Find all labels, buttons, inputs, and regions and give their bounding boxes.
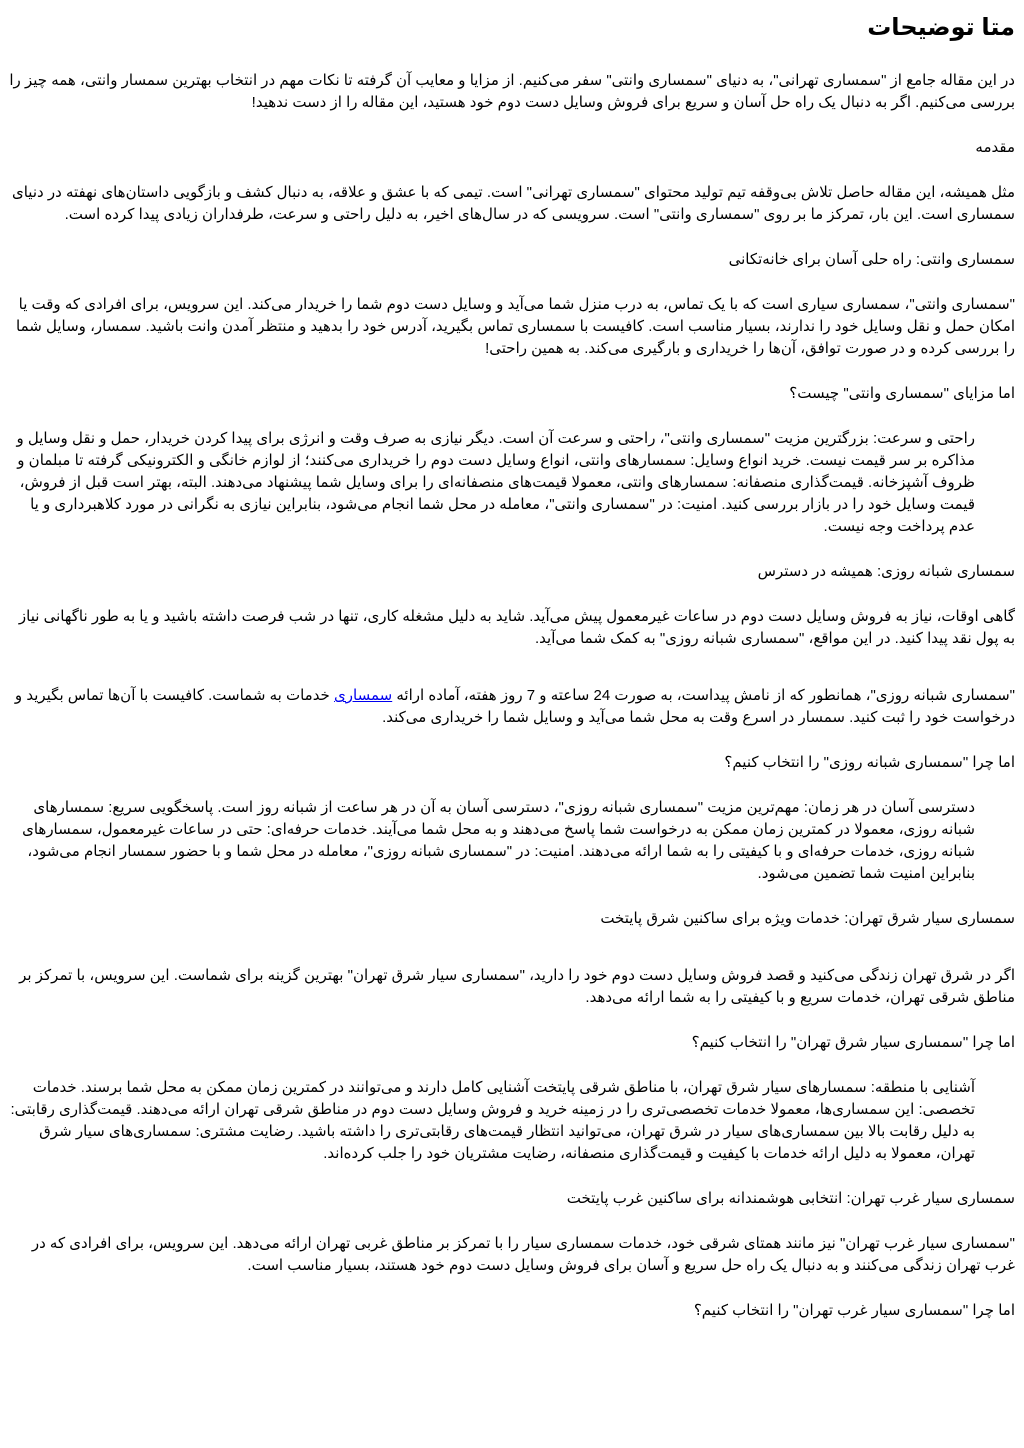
intro-paragraph: در این مقاله جامع از "سمساری تهرانی"، به دنیای "سمساری وانتی" سفر می‌کنیم. از مزایا و معایب آن گرفته تا نکات مهم در انتخاب بهترین سمسار وانتی، همه چیز را بررسی می‌کنیم. اگر به دنبال یک راه حل آسان و سریع برای فروش وسایل دست دوم خود هستید، این مقاله را از دست ندهید! [9, 72, 1015, 111]
intro-body: مثل همیشه، این مقاله حاصل تلاش بی‌وقفه تیم تولید محتوای "سمساری تهرانی" است. تیمی که با عشق و علاقه، به دنبال کشف و بازگویی داستان‌های نهفته در دنیای سمساری است. این بار، تمرکز ما بر روی "سمساری وانتی" است. سرویسی که در سال‌های اخیر، به دلیل راحتی و سرعت، طرفداران زیادی پیدا کرده است. [12, 184, 1015, 223]
section-question-east: اما چرا "سمساری سیار شرق تهران" را انتخاب کنیم؟ [691, 1034, 1015, 1051]
section-heading-east: سمساری سیار شرق تهران: خدمات ویژه برای ساکنین شرق پایتخت [600, 910, 1015, 927]
section-heading-24h: سمساری شبانه روزی: همیشه در دسترس [757, 563, 1015, 580]
section-quote-vanti: راحتی و سرعت: بزرگترین مزیت "سمساری وانتی"، راحتی و سرعت آن است. دیگر نیازی به صرف وقت و انرژی برای پیدا کردن خریدار، حمل و نقل وسایل و مذاکره بر سر قیمت نیست. خرید انواع وسایل: سمسارهای وانتی، انواع وسایل دست دوم را خریداری می‌کنند؛ از لوازم خانگی و الکترونیکی گرفته تا مبلمان و ظروف آشپزخانه. قیمت‌گذاری منصفانه: سمسارهای وانتی، معمولا قیمت‌های منصفانه‌ای را برای وسایل شما پیشنهاد می‌دهند. البته، بهتر است قبل از فروش، قیمت وسایل خود را در بازار بررسی کنید. امنیت: در "سمساری وانتی"، معامله در محل شما انجام می‌شود، بنابراین نیازی به نگرانی در مورد کلاهبرداری و یا عدم پرداخت وجه نیست. [16, 430, 975, 535]
body-text-pre: "سمساری شبانه روزی"، همانطور که از نامش پیداست، به صورت 24 ساعته و 7 روز هفته، آماده ارائه [392, 687, 1015, 704]
body-text-post: خدمات به شماست. کافیست با آن‌ها تماس بگیرید و درخواست خود را ثبت کنید. سمسار در اسرع وقت به محل شما می‌آید و وسایل شما را خریداری می‌کند. [14, 687, 1015, 726]
section-heading-vanti: سمساری وانتی: راه حلی آسان برای خانه‌تکانی [728, 251, 1015, 268]
section-question-vanti: اما مزایای "سمساری وانتی" چیست؟ [789, 385, 1015, 402]
section-body-east: اگر در شرق تهران زندگی می‌کنید و قصد فروش وسایل دست دوم خود را دارید، "سمساری سیار شرق تهران" بهترین گزینه برای شماست. این سرویس، با تمرکز بر مناطق شرقی تهران، خدمات سریع و با کیفیتی را به شما ارائه می‌دهد. [19, 967, 1015, 1006]
section-question-24h: اما چرا "سمساری شبانه روزی" را انتخاب کنیم؟ [724, 754, 1015, 771]
section-body-24h: گاهی اوقات، نیاز به فروش وسایل دست دوم در ساعات غیرمعمول پیش می‌آید. شاید به دلیل مشغله کاری، تنها در شب فرصت داشته باشید و یا به طور ناگهانی نیاز به پول نقد پیدا کنید. در این مواقع، "سمساری شبانه روزی" به کمک شما می‌آید. [18, 608, 1015, 647]
intro-heading: مقدمه [975, 139, 1015, 156]
section-quote-24h: دسترسی آسان در هر زمان: مهم‌ترین مزیت "سمساری شبانه روزی"، دسترسی آسان به آن در هر ساعت از شبانه روز است. پاسخگویی سریع: سمسارهای شبانه روزی، معمولا در کمترین زمان ممکن به درخواست شما پاسخ می‌دهند و به محل شما می‌آیند. خدمات حرفه‌ای: حتی در ساعات غیرمعمول، سمسارهای شبانه روزی، خدمات حرفه‌ای و با کیفیتی را به شما ارائه می‌دهند. امنیت: در "سمساری شبانه روزی"، معامله در محل شما و با حضور سمسار انجام می‌شود، بنابراین امنیت شما تضمین می‌شود. [22, 799, 975, 882]
section-heading-west: سمساری سیار غرب تهران: انتخابی هوشمندانه برای ساکنین غرب پایتخت [566, 1190, 1015, 1207]
section-body-24h-2 [9, 685, 1015, 729]
section-question-west: اما چرا "سمساری سیار غرب تهران" را انتخاب کنیم؟ [693, 1302, 1015, 1319]
section-body-vanti: "سمساری وانتی"، سمساری سیاری است که با یک تماس، به درب منزل شما می‌آید و وسایل دست دوم شما را خریدار می‌کند. این سرویس، برای افرادی که وقت یا امکان حمل و نقل وسایل خود را ندارند، بسیار مناسب است. کافیست با سمساری تماس بگیرید، آدرس خود را بدهید و منتظر آمدن وانت باشید. سمسار، وسایل شما را بررسی کرده و در صورت توافق، آن‌ها را خریداری و بارگیری می‌کند. به همین راحتی! [16, 296, 1015, 357]
spacer [9, 673, 1015, 685]
section-body-west: "سمساری سیار غرب تهران" نیز مانند همتای شرقی خود، خدمات سمساری سیار را با تمرکز بر مناطق غربی تهران ارائه می‌دهد. این سرویس، برای افرادی که در غرب تهران زندگی می‌کنند و به دنبال یک راه حل سریع و آسان برای فروش وسایل دست دوم خود هستند، بسیار مناسب است. [31, 1235, 1015, 1274]
samsari-link[interactable]: سمساری [334, 687, 393, 704]
section-quote-east: آشنایی با منطقه: سمسارهای سیار شرق تهران، با مناطق شرقی پایتخت آشنایی کامل دارند و می‌توانند در کمترین زمان ممکن به محل شما برسند. خدمات تخصصی: این سمساری‌ها، معمولا خدمات تخصصی‌تری را در زمینه خرید و فروش وسایل دست دوم در مناطق شرقی تهران ارائه می‌دهند. قیمت‌گذاری رقابتی: به دلیل رقابت بالا بین سمساری‌های سیار در شرق تهران، می‌توانید انتظار قیمت‌های رقابتی‌تری را داشته باشید. رضایت مشتری: سمساری‌های سیار شرق تهران، معمولا به دلیل ارائه خدمات با کیفیت و قیمت‌گذاری منصفانه، رضایت مشتریان خود را جلب کرده‌اند. [10, 1079, 975, 1162]
spacer [9, 953, 1015, 965]
page-title: متا توضیحات [867, 14, 1015, 41]
